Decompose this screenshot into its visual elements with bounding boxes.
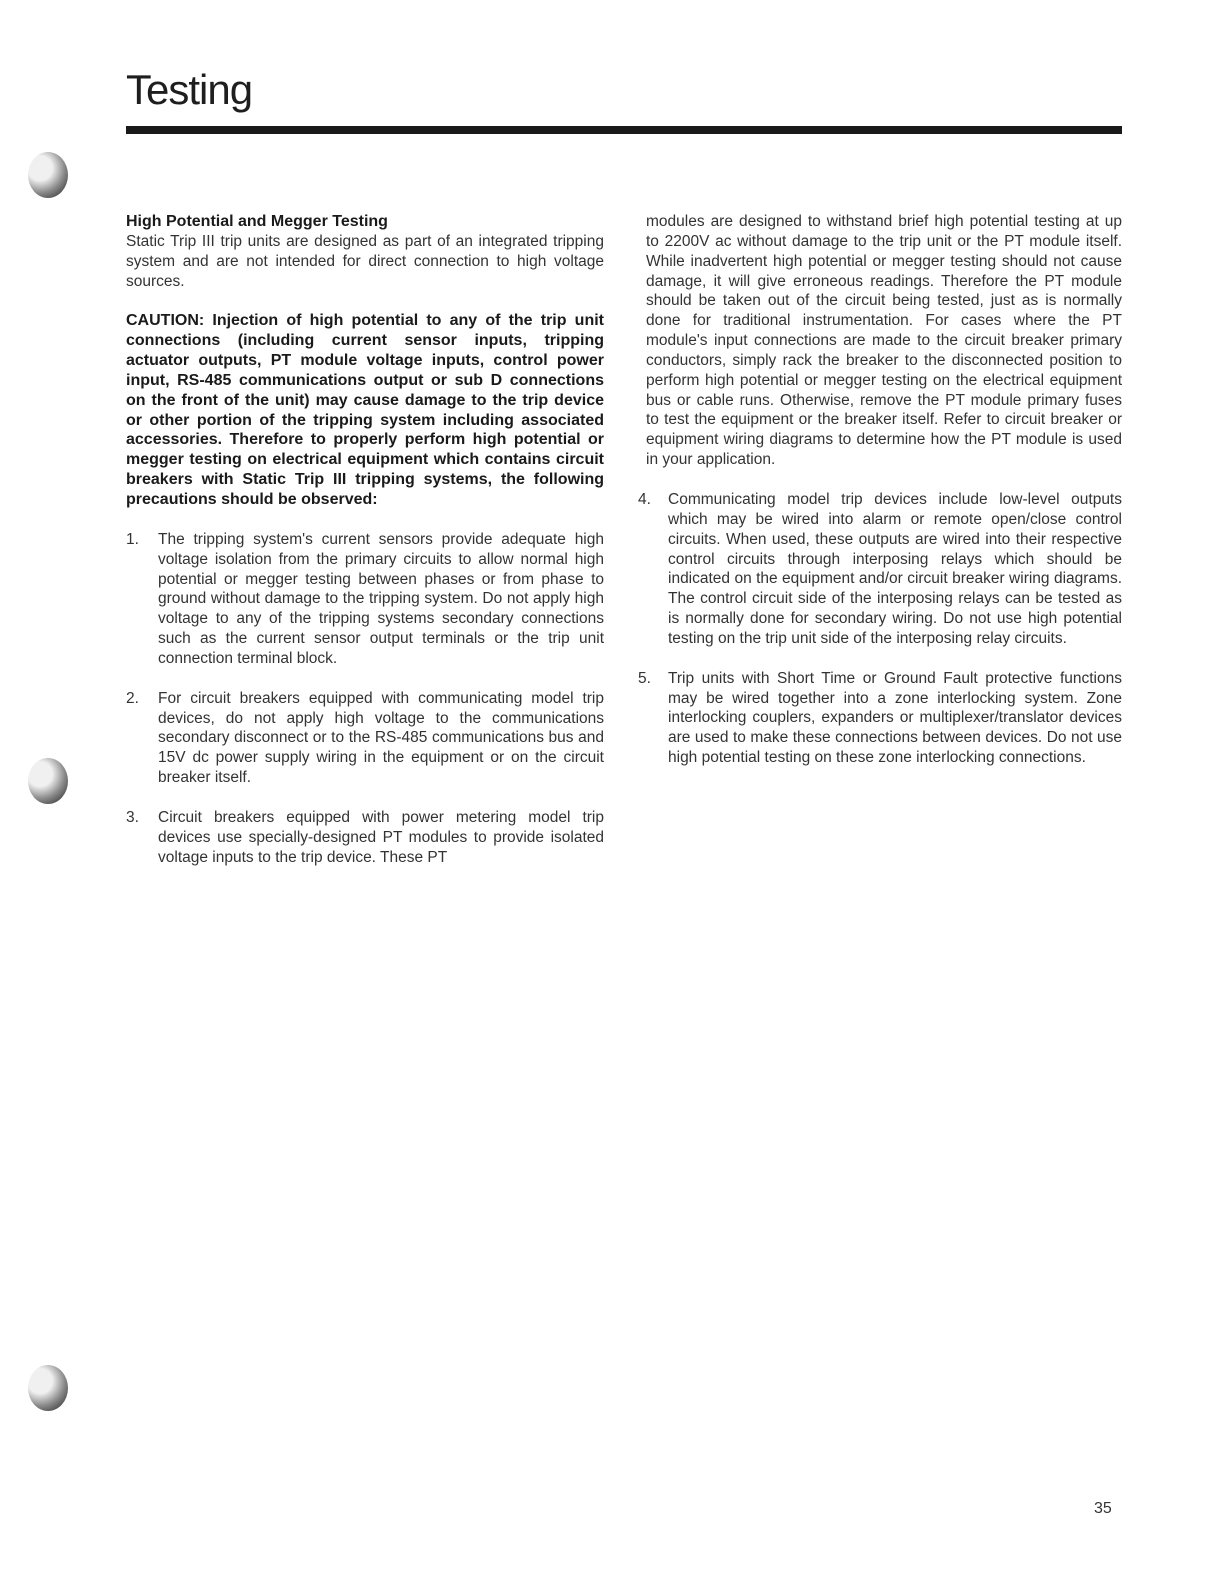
list-item: [638, 490, 1122, 649]
list-item: [126, 808, 604, 868]
precautions-list: [126, 530, 604, 868]
item-text: Trip units with Short Time or Ground Fault protective functions may be wired together into a zone interlocking system. Zone interlocking couplers, expanders or multiplexer/translator devices are used to make these connections between devices. Do not use high potential testing on these zone interlocking connections.: [668, 669, 1122, 767]
item-text: Communicating model trip devices include low-level outputs which may be wired into alarm or remote open/close control circuits. When used, these outputs are wired into their respective control circuits through interposing relays which should be indicated on the equipment and/or circuit breaker wiring diagrams. The control circuit side of the interposing relays can be tested as is normally done for secondary wiring. Do not use high potential testing on the trip unit side of the interposing relay circuits.: [668, 490, 1122, 647]
left-column: [126, 212, 604, 867]
item-number: 3.: [126, 808, 139, 826]
item-number: 1.: [126, 530, 139, 548]
caution-paragraph: CAUTION: Injection of high potential to any of the trip unit connections (including current sensor inputs, tripping actuator outputs, PT module voltage inputs, control power input, RS-485 communications output or sub D connections on the front of the unit) may cause damage to the trip device or other portion of the tripping system including associated accessories. Therefore to properly perform high potential or megger testing on electrical equipment which contains circuit breakers with Static Trip III tripping systems, the following precautions should be observed:: [126, 312, 604, 508]
binder-hole: [28, 758, 68, 804]
item-3-continued: modules are designed to withstand brief high potential testing at up to 2200V ac without damage to the trip unit or the PT module itself. While inadvertent high potential or megger testing should not cause damage, it will give erroneous readings. Therefore the PT module should be taken out of the circuit being tested, just as is normally done for traditional instrumentation. For cases where the PT module's input connections are made to the circuit breaker primary conductors, simply rack the breaker to the disconnected position to perform high potential or megger testing on the electrical equipment bus or cable runs. Otherwise, remove the PT module primary fuses to test the equipment or the breaker itself. Refer to circuit breaker or equipment wiring diagrams to determine how the PT module is used in your application.: [646, 213, 1122, 469]
item-text: For circuit breakers equipped with communicating model trip devices, do not apply high voltage to the communications secondary disconnect or to the RS-485 communications bus and 15V dc power supply wiring in the equipment or on the circuit breaker itself.: [158, 689, 604, 787]
binder-hole: [28, 1365, 68, 1411]
list-item: [126, 530, 604, 669]
title-rule: [126, 126, 1122, 134]
list-item: [126, 689, 604, 788]
item-number: 4.: [638, 490, 651, 508]
page-title: Testing: [126, 66, 253, 113]
page-number: 35: [1094, 1500, 1112, 1517]
item-number: 5.: [638, 669, 651, 687]
section-heading: High Potential and Megger Testing: [126, 213, 388, 230]
intro-paragraph: Static Trip III trip units are designed as part of an integrated tripping system and are not intended for direct connection to high voltage sources.: [126, 232, 604, 290]
item-number: 2.: [126, 689, 139, 707]
list-item: [638, 669, 1122, 768]
binder-hole: [28, 152, 68, 198]
right-column: [638, 212, 1122, 768]
precautions-list-continued: [638, 490, 1122, 768]
item-text: The tripping system's current sensors provide adequate high voltage isolation from the primary circuits to allow normal high potential or megger testing between phases or from phase to ground without damage to the tripping system. Do not apply high voltage to any of the tripping systems secondary connections such as the current sensor output terminals or the trip unit connection terminal block.: [158, 530, 604, 667]
item-text: Circuit breakers equipped with power metering model trip devices use specially-designed PT modules to provide isolated voltage inputs to the trip device. These PT: [158, 808, 604, 866]
